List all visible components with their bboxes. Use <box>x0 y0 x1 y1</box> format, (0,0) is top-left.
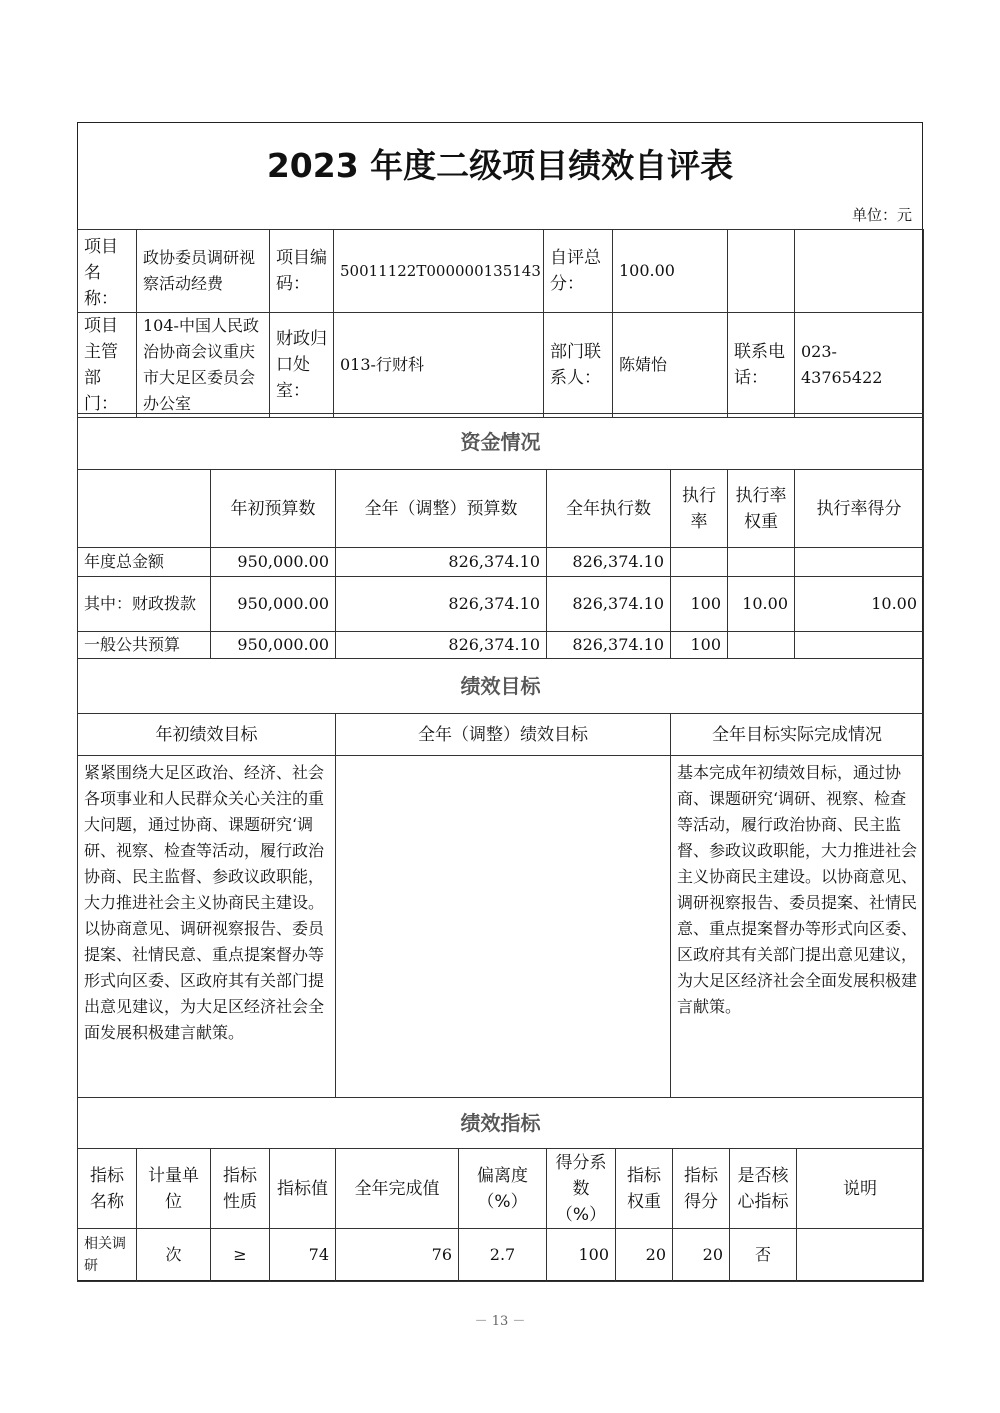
col-target: 指标值 <box>270 1149 336 1229</box>
col-note: 说明 <box>797 1149 924 1229</box>
indicators-table <box>77 1097 924 1282</box>
indicator-score: 20 <box>673 1229 730 1282</box>
page-title: 2023 年度二级项目绩效自评表 <box>266 146 734 185</box>
total-score-label: 自评总分： <box>544 230 613 313</box>
project-code-value: 50011122T000000135143 <box>334 230 544 313</box>
funds-executed: 826,374.10 <box>547 548 671 577</box>
project-name-label: 项目名称： <box>78 230 137 313</box>
col-score: 指标得分 <box>673 1149 730 1229</box>
col-exec-rate: 执行率 <box>671 470 728 548</box>
col-initial-goal: 年初绩效目标 <box>78 714 336 756</box>
funds-score <box>795 548 924 577</box>
col-coefficient: 得分系数（%） <box>547 1149 616 1229</box>
adjusted-goal-text <box>336 756 671 1098</box>
funds-executed: 826,374.10 <box>547 577 671 632</box>
col-nature: 指标性质 <box>211 1149 270 1229</box>
col-adjusted-budget: 全年（调整）预算数 <box>336 470 547 548</box>
col-unit: 计量单位 <box>137 1149 211 1229</box>
funds-weight <box>728 632 795 659</box>
phone-value: 023-43765422 <box>795 313 924 418</box>
col-adjusted-goal: 全年（调整）绩效目标 <box>336 714 671 756</box>
goals-section-title: 绩效目标 <box>78 659 924 714</box>
funds-table <box>77 413 924 659</box>
funds-adjusted: 826,374.10 <box>336 577 547 632</box>
indicator-core: 否 <box>730 1229 797 1282</box>
indicator-unit: 次 <box>137 1229 211 1282</box>
indicator-note <box>797 1229 924 1282</box>
col-initial-budget: 年初预算数 <box>211 470 336 548</box>
funds-rate: 100 <box>671 577 728 632</box>
funds-executed: 826,374.10 <box>547 632 671 659</box>
funds-row-label: 其中：财政拨款 <box>78 577 211 632</box>
funds-initial: 950,000.00 <box>211 548 336 577</box>
contact-label: 部门联系人： <box>544 313 613 418</box>
funds-weight: 10.00 <box>728 577 795 632</box>
phone-label: 联系电话： <box>728 313 795 418</box>
funds-score: 10.00 <box>795 577 924 632</box>
col-weight: 指标权重 <box>616 1149 673 1229</box>
empty-cell <box>795 230 924 313</box>
dept-label: 项目主管部门： <box>78 313 137 418</box>
col-indicator-name: 指标名称 <box>78 1149 137 1229</box>
col-rate-score: 执行率得分 <box>795 470 924 548</box>
col-actual-completion: 全年目标实际完成情况 <box>671 714 924 756</box>
indicator-nature: ≥ <box>211 1229 270 1282</box>
indicator-weight: 20 <box>616 1229 673 1282</box>
info-table <box>77 229 924 418</box>
funds-row-label: 年度总金额 <box>78 548 211 577</box>
unit-label: 单位：元 <box>851 206 912 224</box>
funds-score <box>795 632 924 659</box>
funds-rate: 100 <box>671 632 728 659</box>
contact-value: 陈婧怡 <box>613 313 728 418</box>
indicator-deviation: 2.7 <box>459 1229 547 1282</box>
total-score-value: 100.00 <box>613 230 728 313</box>
funds-adjusted: 826,374.10 <box>336 632 547 659</box>
actual-completion-text: 基本完成年初绩效目标，通过协商、课题研究‘调研、视察、检查等活动，履行政治协商、民主监督、参政议政职能，大力推进社会主义协商民主建设。以协商意见、调研视察报告、委员提案、社情民意、重点提案督办等形式向区委、区政府其有关部门提出意见建议，为大足区经济社会全面发展积极建言献策。 <box>671 756 924 1098</box>
dept-value: 104-中国人民政治协商会议重庆市大足区委员会办公室 <box>137 313 270 418</box>
goals-table <box>77 658 924 1098</box>
office-label: 财政归口处室： <box>270 313 334 418</box>
indicators-section-title: 绩效指标 <box>78 1098 924 1149</box>
col-executed: 全年执行数 <box>547 470 671 548</box>
office-value: 013-行财科 <box>334 313 544 418</box>
col-rate-weight: 执行率权重 <box>728 470 795 548</box>
initial-goal-text: 紧紧围绕大足区政治、经济、社会各项事业和人民群众关心关注的重大问题，通过协商、课题研究‘调研、视察、检查等活动，履行政治协商、民主监督、参政议政职能，大力推进社会主义协商民主建设。以协商意见、调研视察报告、委员提案、社情民意、重点提案督办等形式向区委、区政府其有关部门提出意见建议，为大足区经济社会全面发展积极建言献策。 <box>78 756 336 1098</box>
indicator-target: 74 <box>270 1229 336 1282</box>
indicator-actual: 76 <box>336 1229 459 1282</box>
funds-initial: 950,000.00 <box>211 577 336 632</box>
funds-section-title: 资金情况 <box>78 414 924 470</box>
funds-row-label: 一般公共预算 <box>78 632 211 659</box>
indicator-coefficient: 100 <box>547 1229 616 1282</box>
funds-initial: 950,000.00 <box>211 632 336 659</box>
project-name-value: 政协委员调研视察活动经费 <box>137 230 270 313</box>
project-code-label: 项目编码： <box>270 230 334 313</box>
funds-weight <box>728 548 795 577</box>
evaluation-sheet <box>77 122 923 1281</box>
funds-rate <box>671 548 728 577</box>
empty-cell <box>728 230 795 313</box>
col-deviation: 偏离度（%） <box>459 1149 547 1229</box>
col-actual: 全年完成值 <box>336 1149 459 1229</box>
empty-cell <box>78 470 211 548</box>
col-core: 是否核心指标 <box>730 1149 797 1229</box>
funds-adjusted: 826,374.10 <box>336 548 547 577</box>
indicator-name: 相关调研 <box>78 1229 137 1282</box>
page-number: － 13 － <box>474 1314 526 1329</box>
